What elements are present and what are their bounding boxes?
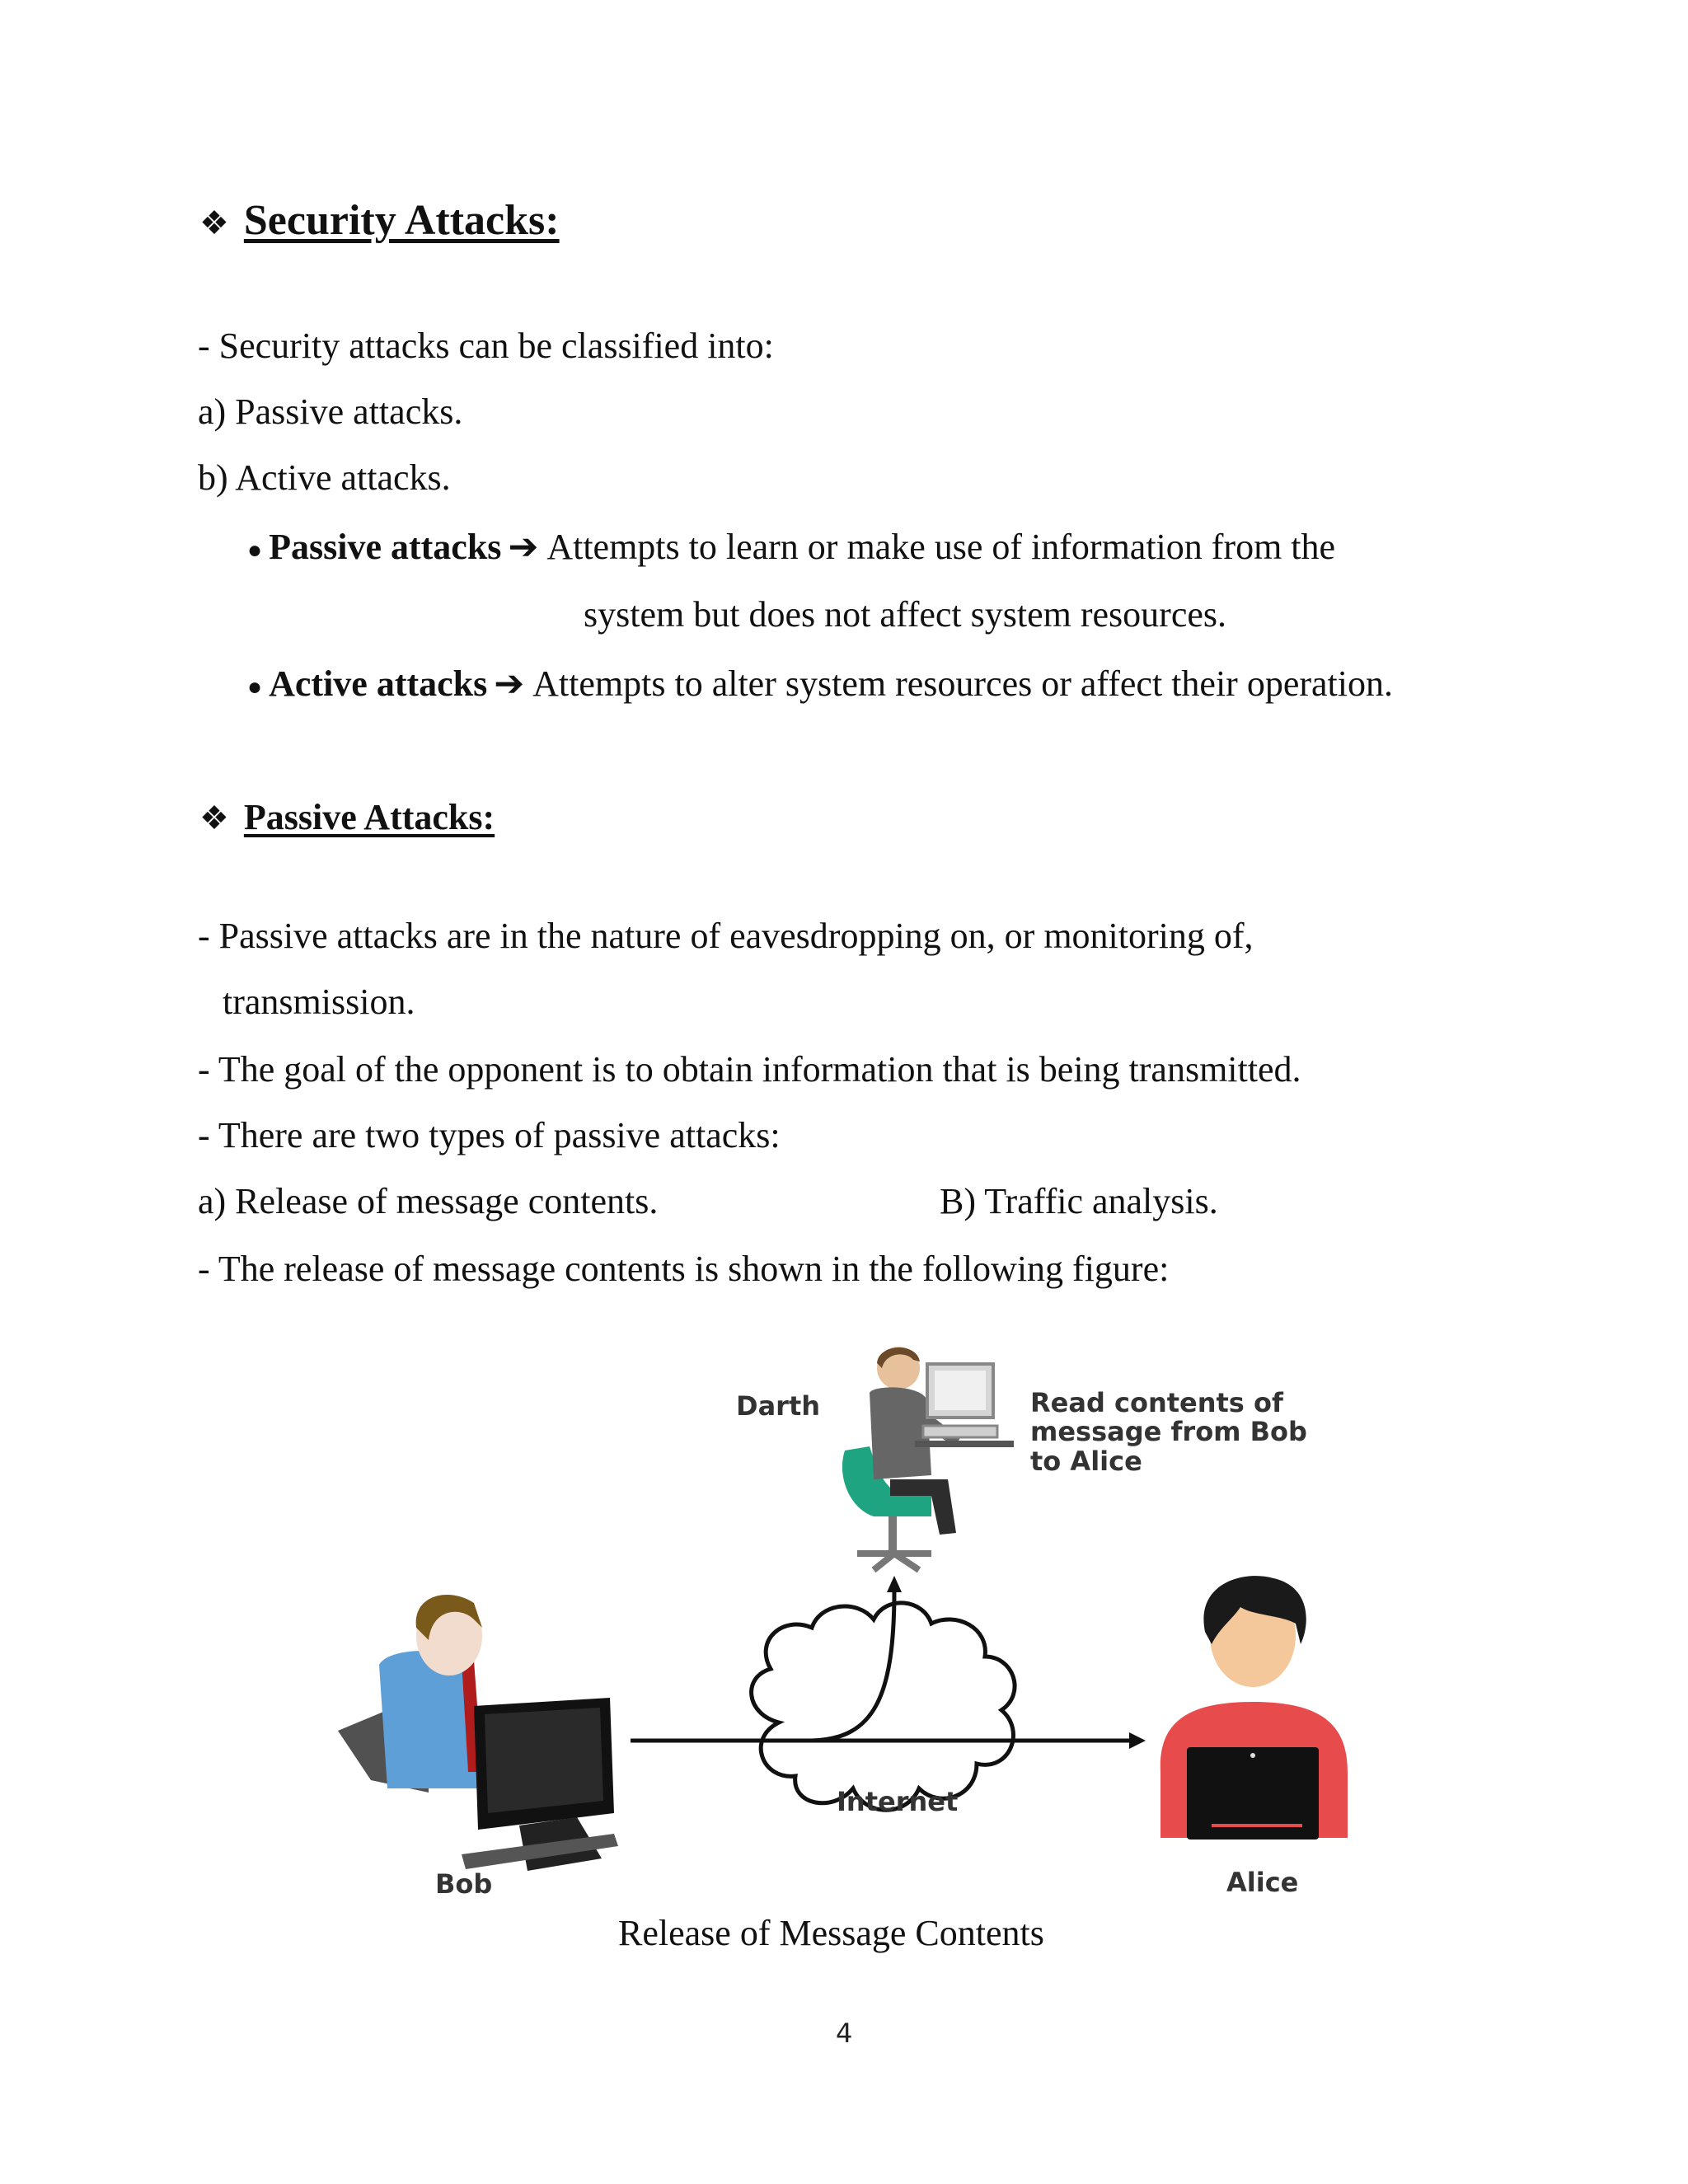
type-b: B) Traffic analysis. xyxy=(940,1181,1218,1221)
diamond-bullet-icon: ❖ xyxy=(199,799,229,837)
right-arrow-icon: ➔ xyxy=(508,527,539,567)
internet-label: Internet xyxy=(837,1786,959,1817)
bob-person-icon xyxy=(338,1595,618,1871)
bullet-definition: Attempts to learn or make use of information from the xyxy=(546,527,1336,567)
section-title: Security Attacks: xyxy=(243,197,560,244)
darth-caption-line2: message from Bob xyxy=(1030,1416,1307,1447)
paragraph-continued: transmission. xyxy=(223,982,415,1022)
darth-caption-line3: to Alice xyxy=(1030,1446,1142,1477)
figure-caption: Release of Message Contents xyxy=(618,1913,1044,1953)
paragraph: - The goal of the opponent is to obtain information that is being transmitted. xyxy=(198,1049,1301,1090)
alice-person-icon xyxy=(1160,1576,1348,1840)
intro-text: - Security attacks can be classified into: xyxy=(198,326,774,366)
darth-caption-line1: Read contents of xyxy=(1030,1387,1283,1418)
bullet-icon: ● xyxy=(247,536,263,564)
bullet-passive-attacks xyxy=(247,529,1335,565)
darth-person-icon xyxy=(842,1347,1014,1570)
section-heading-passive-attacks xyxy=(199,796,495,838)
paragraph: - Passive attacks are in the nature of eavesdropping on, or monitoring of, xyxy=(198,916,1254,956)
bullet-active-attacks xyxy=(247,663,1393,704)
bullet-term: Passive attacks xyxy=(269,527,502,567)
bullet-term: Active attacks xyxy=(269,663,488,704)
paragraph: - The release of message contents is shown in the following figure: xyxy=(198,1249,1170,1289)
bullet-definition-continued: system but does not affect system resources. xyxy=(584,594,1227,635)
section-heading-security-attacks xyxy=(199,196,560,245)
right-arrow-icon: ➔ xyxy=(494,663,525,704)
arrow-head-icon xyxy=(887,1576,902,1592)
type-a: a) Release of message contents. xyxy=(198,1181,659,1221)
section-title: Passive Attacks: xyxy=(243,797,495,837)
diamond-bullet-icon: ❖ xyxy=(199,204,229,241)
bullet-icon: ● xyxy=(247,673,263,701)
internet-cloud-icon xyxy=(752,1603,1015,1810)
arrow-head-icon xyxy=(1129,1732,1146,1749)
bullet-definition: Attempts to alter system resources or affect their operation. xyxy=(532,663,1393,704)
paragraph: - There are two types of passive attacks: xyxy=(198,1115,781,1155)
page-number: 4 xyxy=(836,2018,853,2049)
list-item-b: b) Active attacks. xyxy=(198,457,451,498)
bob-label: Bob xyxy=(435,1868,493,1900)
release-of-message-contents-figure xyxy=(0,1319,1688,1912)
darth-label: Darth xyxy=(736,1390,821,1422)
list-item-a: a) Passive attacks. xyxy=(198,391,463,432)
alice-label: Alice xyxy=(1226,1867,1299,1898)
